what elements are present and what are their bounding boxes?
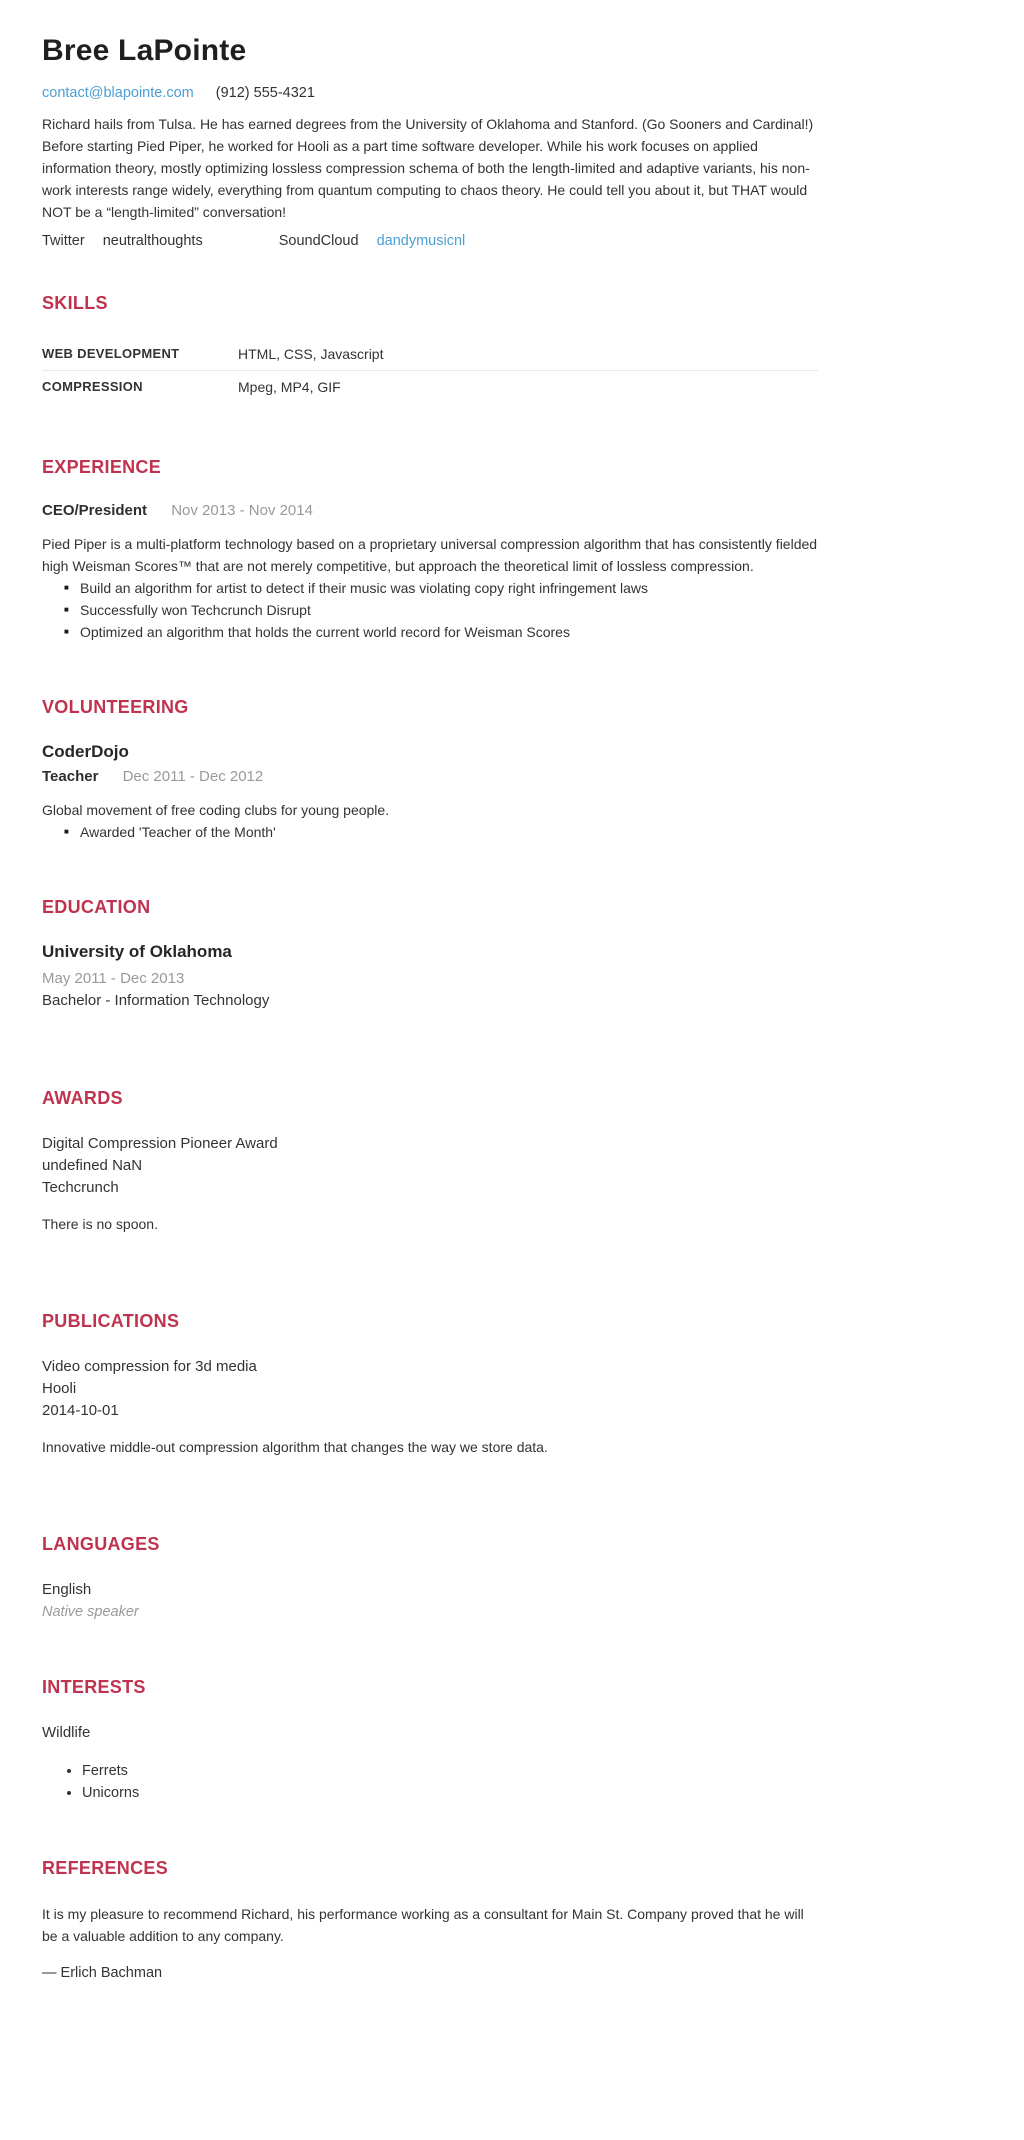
reference-quote: It is my pleasure to recommend Richard, his performance working as a consultant for Main St. Company proved that he will be a valuable addition to any company.	[42, 1906, 804, 1944]
section-references	[42, 1858, 818, 1981]
job-position: CEO/President	[42, 502, 148, 519]
education-heading: EDUCATION	[42, 897, 151, 917]
page-title: Bree LaPointe	[42, 34, 247, 67]
award-awarder: Techcrunch	[42, 1179, 119, 1196]
references-heading: REFERENCES	[42, 1858, 169, 1878]
interests-heading: INTERESTS	[42, 1677, 146, 1697]
experience-heading: EXPERIENCE	[42, 457, 162, 477]
skill-name: WEB DEVELOPMENT	[42, 346, 180, 361]
section-awards	[42, 1088, 818, 1235]
education-dates: May 2011 - Dec 2013	[42, 970, 185, 987]
profile-network-soundcloud: SoundCloud	[278, 233, 359, 249]
skills-table	[42, 338, 818, 403]
publication-name: Video compression for 3d media	[42, 1358, 257, 1375]
job-highlight: ■ Build an algorithm for artist to detect if their music was violating copy right infringement laws	[80, 577, 818, 599]
experience-position-row	[42, 502, 818, 519]
volunteer-position: Teacher	[42, 768, 99, 785]
skill-row	[42, 338, 818, 370]
section-education	[42, 897, 818, 1012]
awards-heading: AWARDS	[42, 1088, 123, 1108]
section-interests	[42, 1677, 818, 1804]
job-dates: Nov 2013 - Nov 2014	[171, 502, 313, 519]
education-institution: University of Oklahoma	[42, 942, 232, 961]
interest-keyword: • Ferrets	[82, 1760, 818, 1782]
interest-keyword: • Unicorns	[82, 1782, 818, 1804]
publication-summary: Innovative middle-out compression algorithm that changes the way we store data.	[42, 1439, 548, 1455]
volunteer-position-row	[42, 768, 818, 785]
skill-name: COMPRESSION	[42, 379, 143, 394]
language-name: English	[42, 1581, 92, 1598]
job-summary: Pied Piper is a multi-platform technology based on a proprietary universal compression algorithm that has consistently fielded high Weisman Scores™ that are not merely competitive, but approach the theoretical limit of lossless compression.	[42, 536, 818, 574]
job-highlight: ■ Successfully won Techcrunch Disrupt	[80, 599, 818, 621]
profile-username-soundcloud-link[interactable]: dandymusicnl	[376, 233, 466, 249]
interest-keywords-list	[42, 1760, 818, 1804]
volunteer-highlights-list	[42, 821, 818, 843]
phone-number: (912) 555-4321	[215, 85, 315, 101]
languages-heading: LANGUAGES	[42, 1534, 160, 1554]
volunteering-heading: VOLUNTEERING	[42, 697, 189, 717]
skill-keywords: Mpeg, MP4, GIF	[238, 379, 341, 395]
language-fluency: Native speaker	[42, 1604, 139, 1620]
skill-keywords: HTML, CSS, Javascript	[238, 346, 384, 362]
volunteer-dates: Dec 2011 - Dec 2012	[122, 768, 264, 785]
section-skills	[42, 293, 818, 403]
volunteer-highlight: ■ Awarded 'Teacher of the Month'	[80, 821, 818, 843]
publication-date: 2014-10-01	[42, 1402, 119, 1419]
profiles-row	[42, 231, 818, 249]
profile-username-twitter: neutralthoughts	[102, 233, 203, 249]
volunteer-organization: CoderDojo	[42, 742, 129, 761]
award-summary: There is no spoon.	[42, 1216, 158, 1232]
contact-row	[42, 85, 818, 101]
section-languages	[42, 1534, 818, 1623]
job-highlight: ■ Optimized an algorithm that holds the current world record for Weisman Scores	[80, 621, 818, 643]
email-link[interactable]: contact@blapointe.com	[42, 85, 194, 101]
section-volunteering	[42, 697, 818, 843]
education-degree: Bachelor - Information Technology	[42, 992, 270, 1009]
volunteer-summary: Global movement of free coding clubs for young people.	[42, 802, 390, 818]
publication-publisher: Hooli	[42, 1380, 77, 1397]
interest-name: Wildlife	[42, 1724, 91, 1741]
reference-name: — Erlich Bachman	[42, 1965, 163, 1981]
skills-heading: SKILLS	[42, 293, 108, 313]
summary-text: Richard hails from Tulsa. He has earned degrees from the University of Oklahoma and Stanford. (Go Sooners and Cardinal!) Before starting Pied Piper, he worked for Hooli as a part time software developer. While his work focuses on applied information theory, mostly optimizing lossless compression schema of both the length-limited and adaptive variants, his non-work interests range widely, everything from quantum computing to chaos theory. He could tell you about it, but THAT would NOT be a “length-limited” conversation!	[42, 116, 814, 220]
job-highlights-list	[42, 577, 818, 643]
section-publications	[42, 1311, 818, 1458]
section-experience	[42, 457, 818, 643]
award-date: undefined NaN	[42, 1157, 143, 1174]
publications-heading: PUBLICATIONS	[42, 1311, 180, 1331]
skill-row	[42, 370, 818, 403]
profile-network-twitter: Twitter	[42, 233, 85, 249]
award-title: Digital Compression Pioneer Award	[42, 1135, 278, 1152]
